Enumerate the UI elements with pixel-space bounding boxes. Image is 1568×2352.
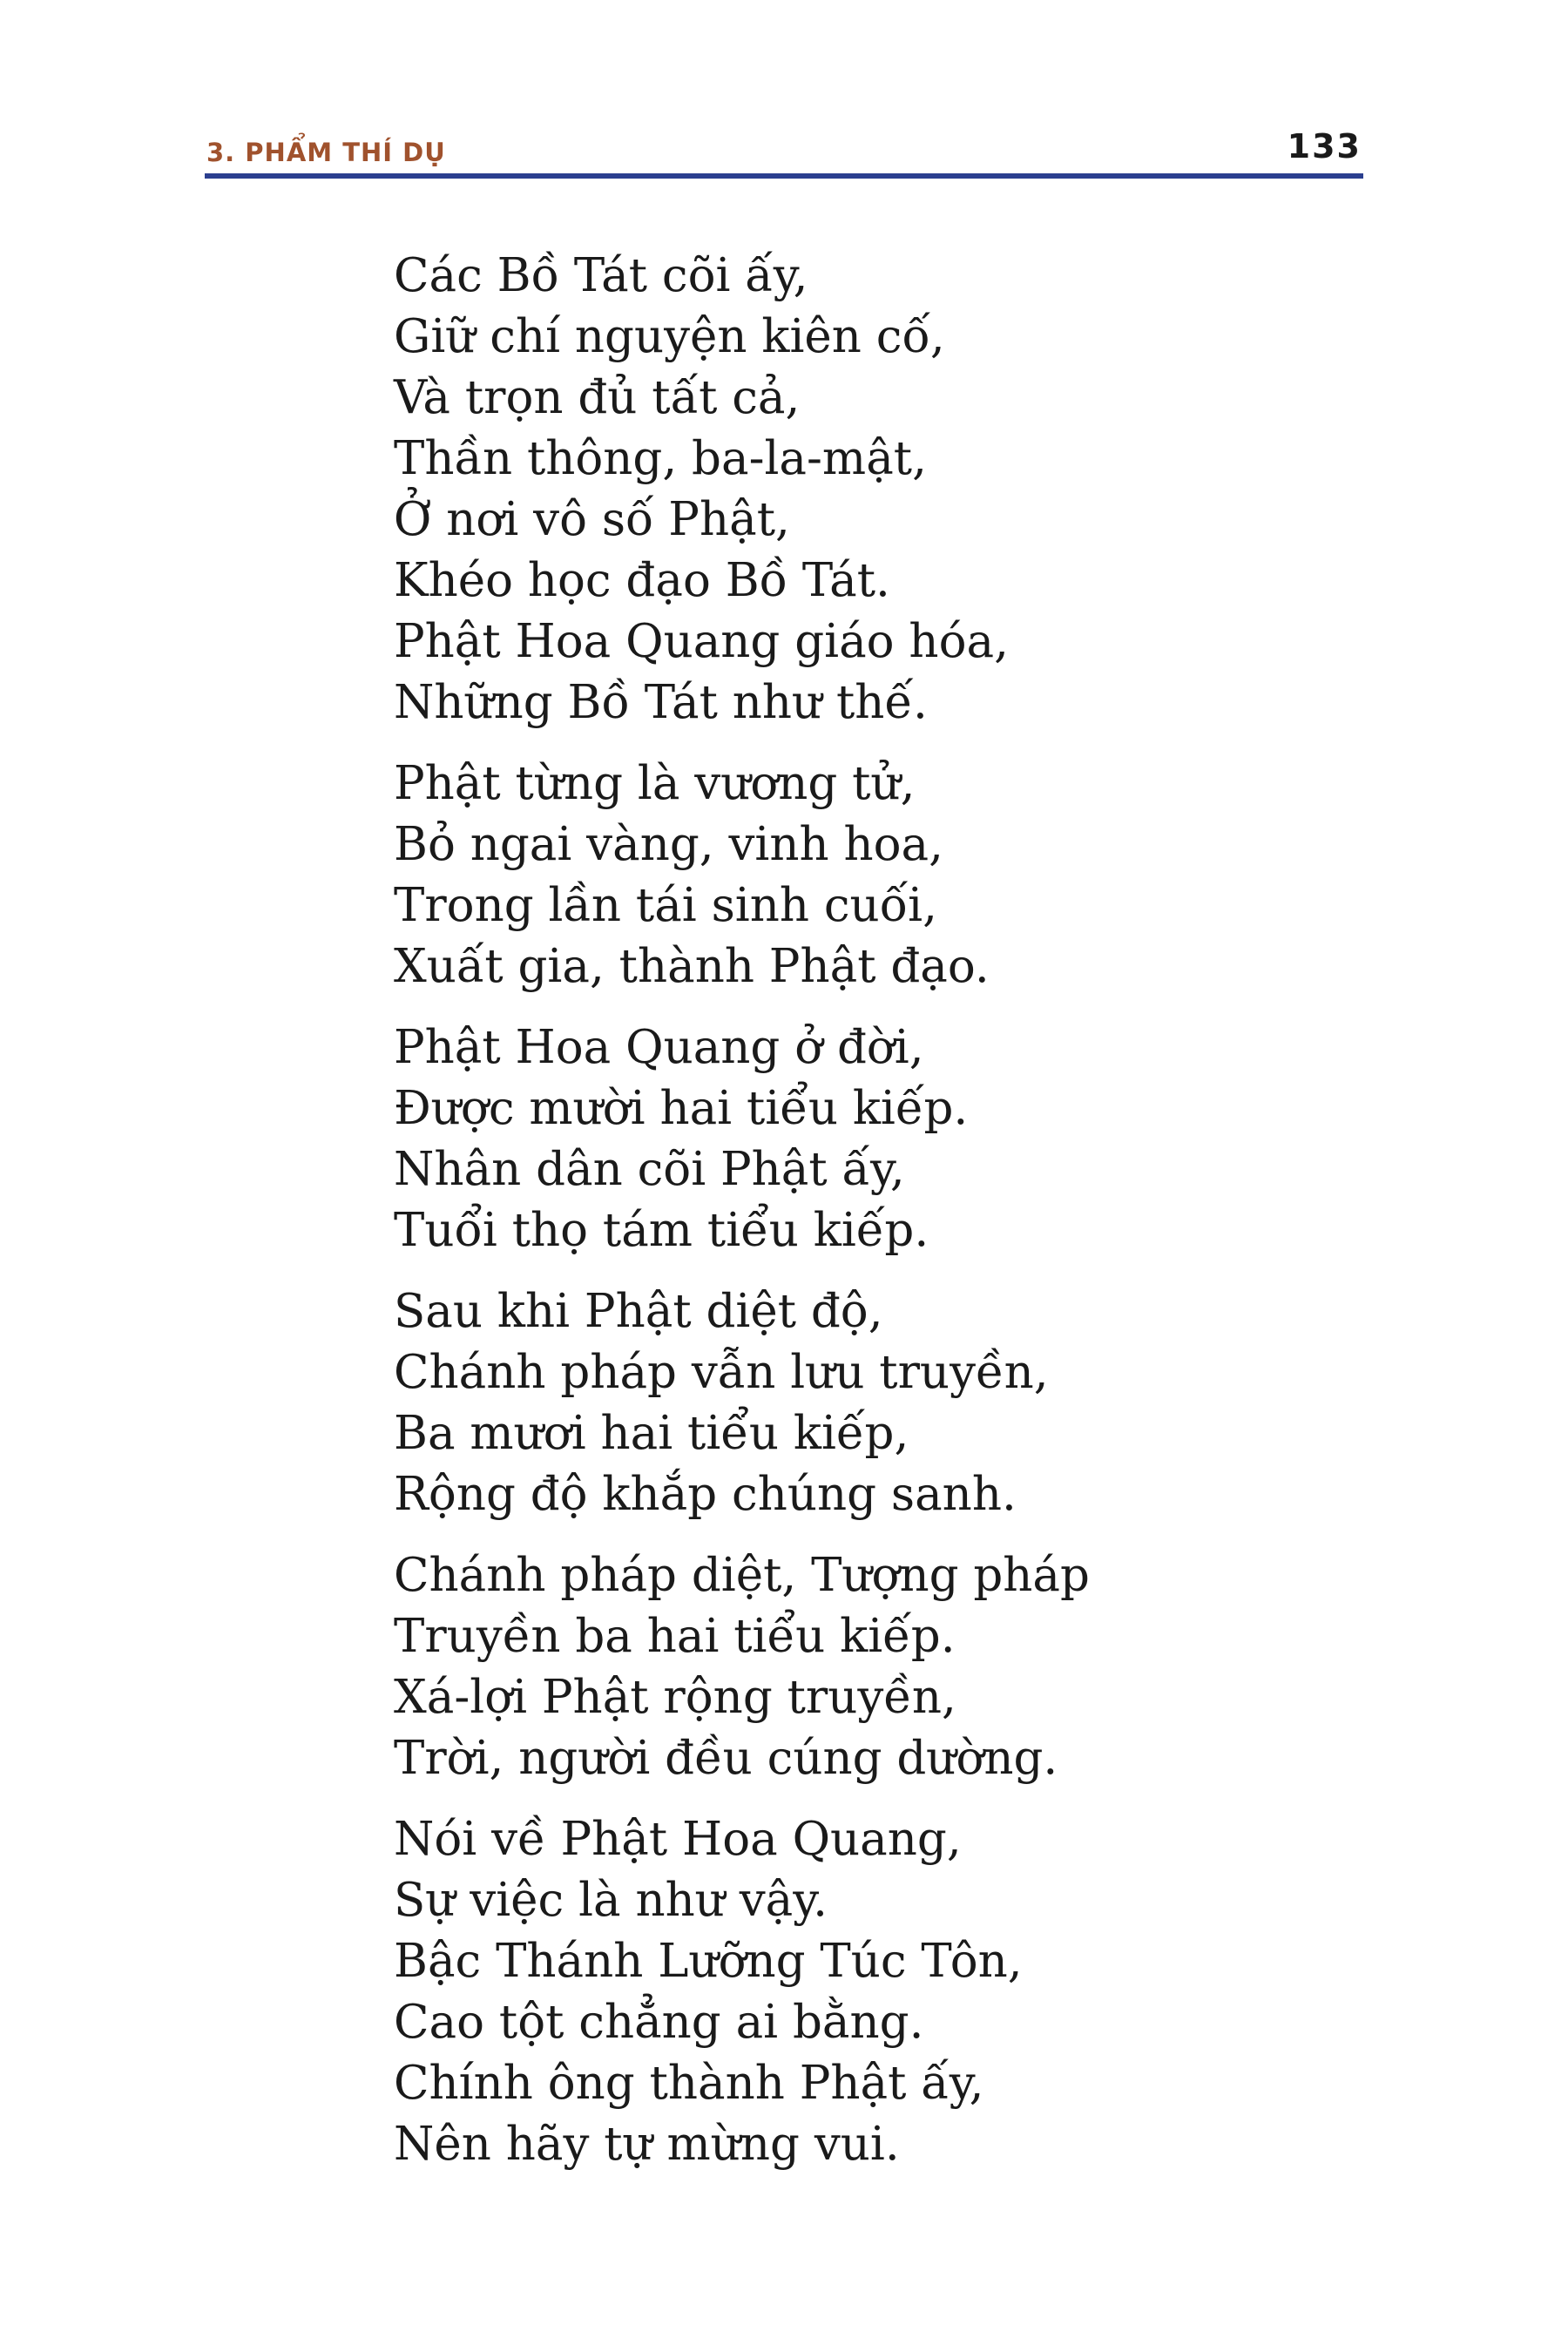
- stanza: [394, 1545, 1352, 1789]
- stanza: [394, 1281, 1352, 1525]
- poem-line: Các Bồ Tát cõi ấy,: [394, 249, 808, 302]
- poem-line: Bậc Thánh Lưỡng Túc Tôn,: [394, 1935, 1023, 1988]
- poem-line: Bỏ ngai vàng, vinh hoa,: [394, 818, 943, 871]
- stanza: [394, 1809, 1352, 2175]
- poem-line: Chánh pháp diệt, Tượng pháp: [394, 1549, 1090, 1602]
- poem-line: Nên hãy tự mừng vui.: [394, 2118, 900, 2171]
- stanza: [394, 1017, 1352, 1261]
- poem-line: Phật Hoa Quang ở đời,: [394, 1021, 924, 1074]
- poem-line: Sau khi Phật diệt độ,: [394, 1285, 883, 1338]
- poem-line: Trong lần tái sinh cuối,: [394, 879, 937, 932]
- poem-line: Phật từng là vương tử,: [394, 757, 916, 810]
- poem-line: Sự việc là như vậy.: [394, 1874, 828, 1927]
- poem-line: Chính ông thành Phật ấy,: [394, 2057, 984, 2110]
- poem-line: Khéo học đạo Bồ Tát.: [394, 554, 890, 607]
- chapter-title: 3. PHẨM THÍ DỤ: [206, 138, 446, 167]
- poem-line: Và trọn đủ tất cả,: [394, 371, 801, 424]
- poem-line: Giữ chí nguyện kiên cố,: [394, 310, 945, 363]
- poem-line: Nhân dân cõi Phật ấy,: [394, 1143, 905, 1196]
- poem-line: Những Bồ Tát như thế.: [394, 676, 928, 729]
- poem-line: Trời, người đều cúng dường.: [394, 1732, 1058, 1785]
- poem-line: Thần thông, ba-la-mật,: [394, 432, 927, 485]
- header-rule: [205, 173, 1363, 179]
- poem-line: Phật Hoa Quang giáo hóa,: [394, 615, 1009, 668]
- poem-line: Nói về Phật Hoa Quang,: [394, 1813, 962, 1866]
- poem-line: Xá-lợi Phật rộng truyền,: [394, 1671, 956, 1724]
- stanza: [394, 754, 1352, 997]
- poem: [394, 246, 1352, 2195]
- poem-line: Truyền ba hai tiểu kiếp.: [394, 1610, 956, 1663]
- poem-line: Xuất gia, thành Phật đạo.: [394, 940, 990, 993]
- page-number: 133: [1287, 127, 1362, 166]
- poem-line: Rộng độ khắp chúng sanh.: [394, 1468, 1017, 1521]
- poem-line: Tuổi thọ tám tiểu kiếp.: [394, 1204, 929, 1257]
- poem-line: Được mười hai tiểu kiếp.: [394, 1082, 969, 1135]
- poem-line: Chánh pháp vẫn lưu truyền,: [394, 1346, 1049, 1399]
- poem-line: Ở nơi vô số Phật,: [394, 493, 790, 546]
- stanza: [394, 246, 1352, 733]
- poem-line: Ba mươi hai tiểu kiếp,: [394, 1407, 909, 1460]
- poem-line: Cao tột chẳng ai bằng.: [394, 1996, 924, 2049]
- running-header: [205, 127, 1363, 179]
